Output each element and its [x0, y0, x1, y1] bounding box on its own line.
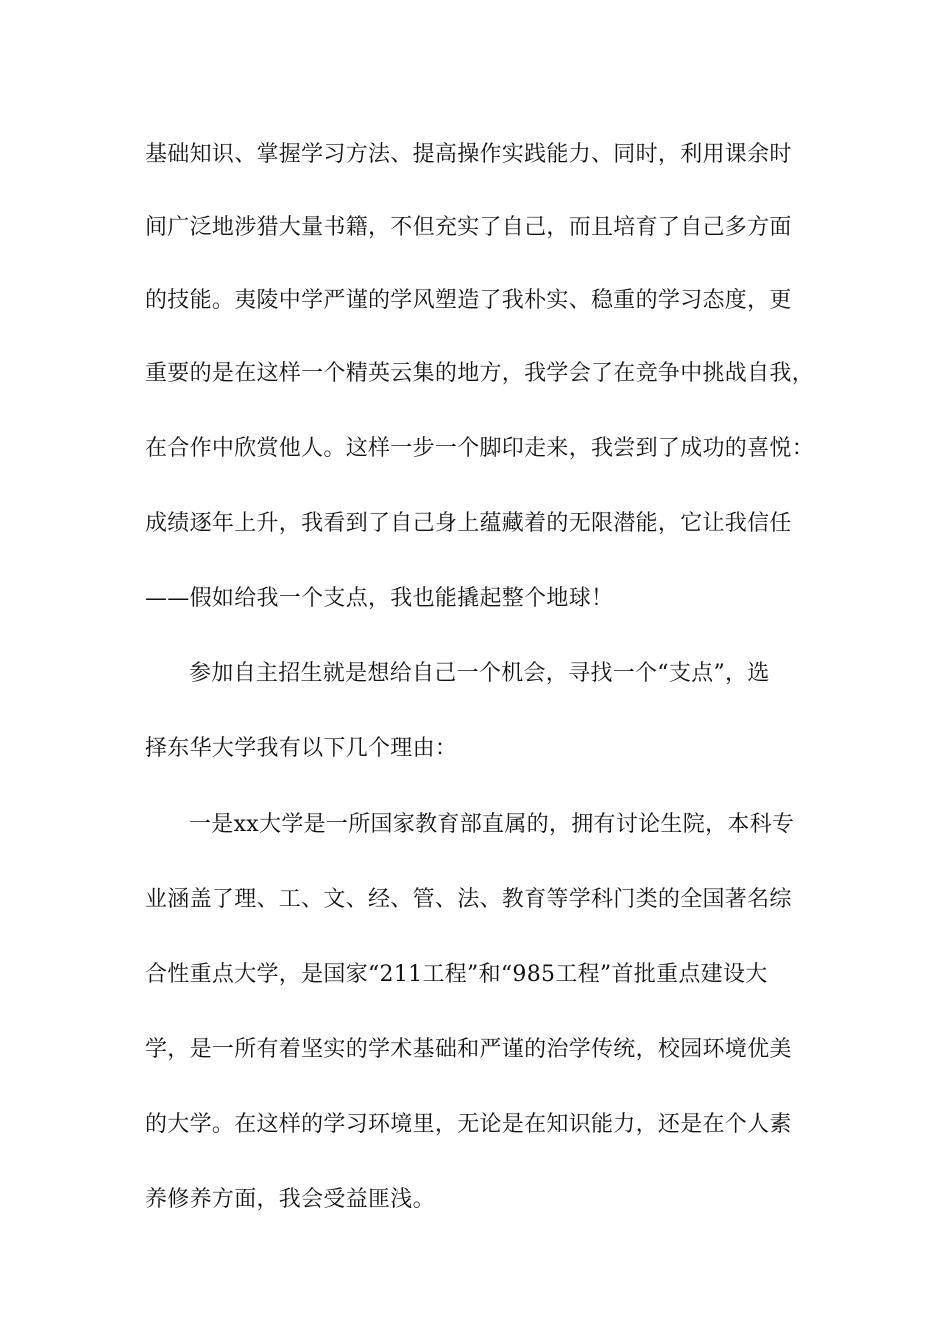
paragraph-line: 养修养方面，我会受益匪浅。 [145, 1187, 435, 1212]
paragraph-line: 一是xx大学是一所国家教育部直属的，拥有讨论生院，本科专 [189, 812, 795, 837]
paragraph-line: 在合作中欣赏他人。这样一步一个脚印走来，我尝到了成功的喜悦： [145, 436, 815, 461]
paragraph-line: 参加自主招生就是想给自己一个机会，寻找一个“支点”，选 [189, 661, 770, 686]
paragraph-line: 重要的是在这样一个精英云集的地方，我学会了在竞争中挑战自我， [145, 361, 815, 386]
paragraph-line: 学，是一所有着坚实的学术基础和严谨的治学传统，校园环境优美 [145, 1037, 792, 1062]
paragraph-line: 择东华大学我有以下几个理由： [145, 736, 458, 761]
paragraph-line: 间广泛地涉猎大量书籍，不但充实了自己，而且培育了自己多方面 [145, 215, 792, 240]
paragraph-line: 基础知识、掌握学习方法、提高操作实践能力、同时，利用课余时 [145, 142, 792, 167]
paragraph-line: 业涵盖了理、工、文、经、管、法、教育等学科门类的全国著名综 [145, 887, 792, 912]
paragraph-line: 成绩逐年上升，我看到了自己身上蕴藏着的无限潜能，它让我信任 [145, 511, 792, 536]
paragraph-line: 的大学。在这样的学习环境里，无论是在知识能力，还是在个人素 [145, 1112, 792, 1137]
paragraph-line: 合性重点大学，是国家“211工程”和“985工程”首批重点建设大 [145, 962, 768, 987]
paragraph-line: 的技能。夷陵中学严谨的学风塑造了我朴实、稳重的学习态度，更 [145, 288, 792, 313]
paragraph-line: ——假如给我一个支点，我也能撬起整个地球！ [145, 586, 614, 611]
